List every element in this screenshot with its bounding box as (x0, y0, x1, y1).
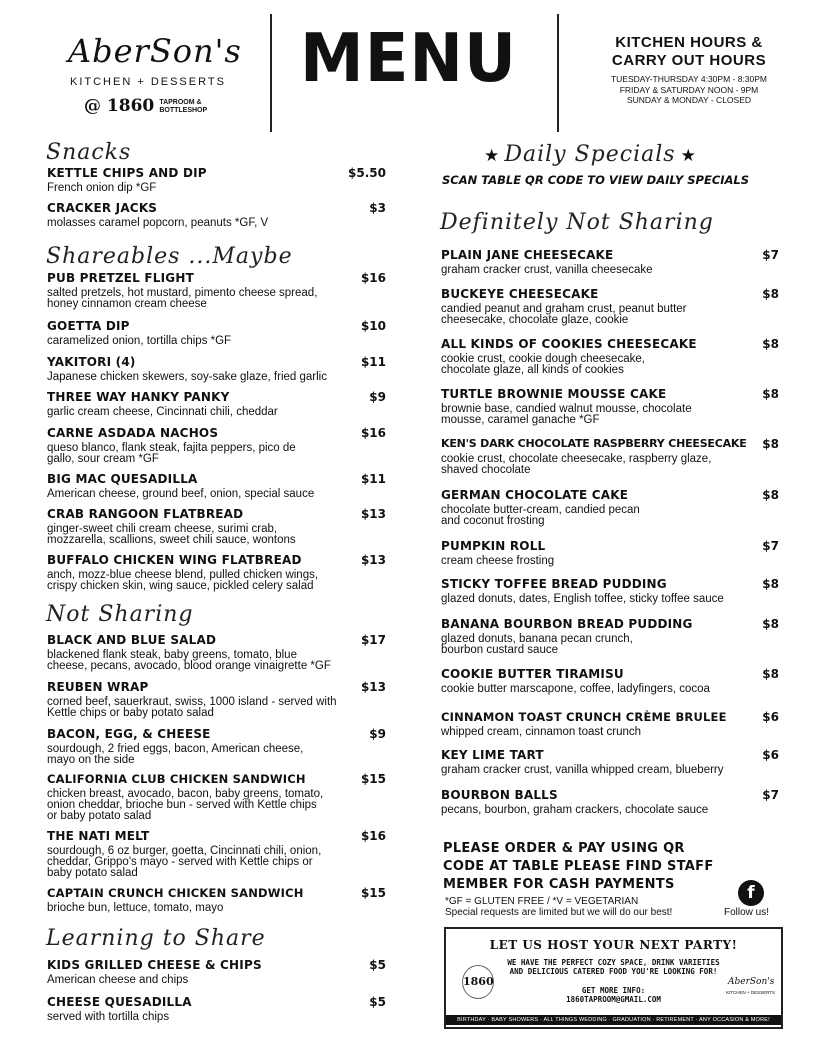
menu-item-description: pecans, bourbon, graham crackers, chocolate sauce (441, 804, 709, 816)
menu-item-description: chocolate butter-cream, candied pecan (441, 504, 640, 516)
menu-item-description: cookie crust, chocolate cheesecake, raspberry glaze, (441, 453, 712, 465)
menu-item-name: BACON, EGG, & CHEESE (47, 727, 211, 741)
menu-item-description: sourdough, 6 oz burger, goetta, Cincinnati chili, onion, (47, 845, 322, 857)
party-text: WE HAVE THE PERFECT COZY SPACE, DRINK VARIETIES AND DELICIOUS CATERED FOOD YOU'RE LOOKING FOR! (507, 958, 720, 976)
menu-item-description: mozzarella, scallions, sweet chili sauce, wontons (47, 534, 296, 546)
menu-item-price: $8 (762, 667, 779, 681)
facebook-icon[interactable]: f (738, 880, 764, 906)
menu-item-price: $7 (762, 788, 779, 802)
party-title: LET US HOST YOUR NEXT PARTY! (489, 938, 738, 952)
menu-item-name: KETTLE CHIPS AND DIP (47, 166, 207, 180)
menu-item-description: gallo, sour cream *GF (47, 453, 159, 465)
section-definitely-not-sharing: Definitely Not Sharing (440, 210, 714, 235)
menu-item-name: THREE WAY HANKY PANKY (47, 390, 230, 404)
menu-item-description: crispy chicken skin, wing sauce, pickled celery salad (47, 580, 314, 592)
gf-note: *GF = GLUTEN FREE / *V = VEGETARIAN (445, 896, 639, 907)
star-icon: ★ (484, 146, 500, 166)
header-divider-left (270, 14, 272, 132)
menu-item-name: CINNAMON TOAST CRUNCH CRÈME BRULEE (441, 710, 727, 724)
menu-item-description: whipped cream, cinnamon toast crunch (441, 726, 642, 738)
menu-item-price: $8 (762, 577, 779, 591)
menu-item-price: $11 (360, 472, 386, 486)
logo-venue (84, 96, 207, 116)
menu-item-name: BANANA BOURBON BREAD PUDDING (441, 617, 693, 631)
menu-item-price: $15 (360, 886, 386, 900)
menu-item-price: $17 (360, 633, 386, 647)
menu-item-name: BUCKEYE CHEESECAKE (441, 287, 599, 301)
menu-item-description: served with tortilla chips (47, 1011, 170, 1023)
menu-item-price: $8 (762, 337, 779, 351)
menu-item-description: brownie base, candied walnut mousse, chocolate (441, 403, 692, 415)
section-shareables: Shareables ...Maybe (46, 244, 293, 269)
menu-item-name: STICKY TOFFEE BREAD PUDDING (441, 577, 667, 591)
menu-item-description: glazed donuts, banana pecan crunch, (441, 633, 633, 645)
menu-item-description: mayo on the side (47, 754, 135, 766)
menu-item-name: PLAIN JANE CHEESECAKE (441, 248, 614, 262)
menu-item-name: BOURBON BALLS (441, 788, 558, 802)
menu-item-name: CRAB RANGOON FLATBREAD (47, 507, 244, 521)
menu-item-description: brioche bun, lettuce, tomato, mayo (47, 902, 224, 914)
menu-item-description: French onion dip *GF (47, 182, 157, 194)
menu-item-name: BIG MAC QUESADILLA (47, 472, 198, 486)
menu-item-name: YAKITORI (4) (47, 355, 136, 369)
hours-title: KITCHEN HOURS & CARRY OUT HOURS (611, 34, 767, 69)
special-requests-note: Special requests are limited but we will do our best! (445, 907, 673, 918)
menu-item-description: and coconut frosting (441, 515, 545, 527)
menu-item-price: $10 (360, 319, 386, 333)
menu-item-price: $16 (360, 829, 386, 843)
section-learning-to-share: Learning to Share (46, 926, 266, 951)
menu-item-description: anch, mozz-blue cheese blend, pulled chicken wings, (47, 569, 319, 581)
hours-line: FRIDAY & SATURDAY NOON - 9PM (619, 84, 759, 95)
party-occasions-bar: BIRTHDAY · BABY SHOWERS · ALL THINGS WEDDING · GRADUATION · RETIREMENT · ANY OCCASION & MORE! (446, 1015, 781, 1025)
menu-item-description: chocolate glaze, all kinds of cookies (441, 364, 624, 376)
party-contact: GET MORE INFO: 1860TAPROOM@GMAIL.COM (566, 986, 661, 1004)
logo-taproom: TAPROOM & BOTTLESHOP (159, 98, 208, 114)
menu-item-price: $6 (762, 710, 779, 724)
menu-item-price: $7 (762, 248, 779, 262)
menu-item-name: PUB PRETZEL FLIGHT (47, 271, 194, 285)
menu-item-price: $9 (369, 727, 386, 741)
menu-item-price: $5 (369, 995, 386, 1009)
menu-item-description: baby potato salad (47, 867, 138, 879)
menu-item-description: honey cinnamon cream cheese (47, 298, 207, 310)
logo-script: AberSon's (68, 32, 242, 70)
menu-item-price: $6 (762, 748, 779, 762)
menu-item-name: GERMAN CHOCOLATE CAKE (441, 488, 629, 502)
hours-line: TUESDAY-THURSDAY 4:30PM - 8:30PM (610, 74, 768, 84)
menu-item-price: $8 (762, 437, 779, 451)
menu-item-description: American cheese, ground beef, onion, special sauce (47, 488, 315, 500)
menu-item-description: graham cracker crust, vanilla cheesecake (441, 264, 653, 276)
menu-item-description: corned beef, sauerkraut, swiss, 1000 island - served with (47, 696, 337, 708)
menu-item-description: onion cheddar, brioche bun - served with Kettle chips (47, 799, 317, 811)
menu-item-description: candied peanut and graham crust, peanut butter (441, 303, 687, 315)
menu-item-description: salted pretzels, hot mustard, pimento cheese spread, (47, 287, 318, 299)
menu-item-price: $5 (369, 958, 386, 972)
header-divider-right (557, 14, 559, 132)
menu-item-price: $11 (360, 355, 386, 369)
menu-item-description: cookie crust, cookie dough cheesecake, (441, 353, 645, 365)
order-instructions: PLEASE ORDER & PAY USING QR CODE AT TABLE PLEASE FIND STAFF MEMBER FOR CASH PAYMENTS (443, 841, 714, 892)
logo-aberson-small: AberSon's (728, 977, 775, 987)
menu-item-description: blackened flank steak, baby greens, tomato, blue (47, 649, 297, 661)
hours-line: SUNDAY & MONDAY - CLOSED (626, 95, 752, 105)
menu-item-description: caramelized onion, tortilla chips *GF (47, 335, 232, 347)
menu-item-description: Kettle chips or baby potato salad (47, 707, 214, 719)
menu-item-description: bourbon custard sauce (441, 644, 558, 656)
menu-item-price: $8 (762, 488, 779, 502)
follow-us-label[interactable]: Follow us! (724, 907, 770, 918)
menu-item-name: CAPTAIN CRUNCH CHICKEN SANDWICH (47, 886, 304, 900)
menu-item-name: BUFFALO CHICKEN WING FLATBREAD (47, 553, 302, 567)
menu-item-name: KEN'S DARK CHOCOLATE RASPBERRY CHEESECAKE (441, 437, 747, 450)
menu-item-description: graham cracker crust, vanilla whipped cream, blueberry (441, 764, 724, 776)
menu-item-name: CRACKER JACKS (47, 201, 158, 215)
logo-aberson-sub-small: KITCHEN + DESSERTS (726, 990, 776, 995)
menu-item-price: $3 (369, 201, 386, 215)
menu-item-description: ginger-sweet chili cream cheese, surimi crab, (47, 523, 278, 535)
menu-item-name: REUBEN WRAP (47, 680, 149, 694)
menu-item-description: glazed donuts, dates, English toffee, sticky toffee sauce (441, 593, 724, 605)
menu-item-price: $8 (762, 287, 779, 301)
menu-item-description: cheddar, Grippo's mayo - served with Kettle chips or (47, 856, 313, 868)
star-icon: ★ (680, 146, 696, 166)
menu-item-description: molasses caramel popcorn, peanuts *GF, V (47, 217, 269, 229)
menu-item-description: chicken breast, avocado, bacon, baby greens, tomato, (47, 788, 324, 800)
logo-at-1860: @ 1860 (84, 96, 155, 116)
menu-item-price: $8 (762, 387, 779, 401)
party-promo (444, 927, 783, 1029)
menu-item-description: Japanese chicken skewers, soy-sake glaze, fried garlic (47, 371, 327, 383)
menu-item-name: KEY LIME TART (441, 748, 544, 762)
menu-item-description: cheese, pecans, avocado, blood orange vinaigrette *GF (47, 660, 331, 672)
menu-item-price: $7 (762, 539, 779, 553)
menu-item-price: $5.50 (348, 166, 386, 180)
menu-item-description: cream cheese frosting (441, 555, 555, 567)
menu-item-name: BLACK AND BLUE SALAD (47, 633, 217, 647)
menu-item-price: $13 (360, 553, 386, 567)
menu-item-description: or baby potato salad (47, 810, 152, 822)
menu-item-description: cheesecake, chocolate glaze, cookie (441, 314, 629, 326)
menu-item-description: American cheese and chips (47, 974, 189, 986)
menu-item-price: $16 (360, 426, 386, 440)
menu-item-name: KIDS GRILLED CHEESE & CHIPS (47, 958, 262, 972)
menu-item-name: THE NATI MELT (47, 829, 150, 843)
menu-item-price: $13 (360, 680, 386, 694)
daily-specials-heading (484, 142, 696, 167)
page-title: MENU (300, 20, 517, 98)
section-daily-specials: Daily Specials (504, 142, 676, 167)
logo-1860-badge: 1860 (462, 965, 494, 999)
menu-item-name: CARNE ASDADA NACHOS (47, 426, 219, 440)
section-snacks: Snacks (46, 140, 132, 165)
menu-item-name: ALL KINDS OF COOKIES CHEESECAKE (441, 337, 697, 351)
menu-item-description: sourdough, 2 fried eggs, bacon, American cheese, (47, 743, 304, 755)
daily-specials-note: SCAN TABLE QR CODE TO VIEW DAILY SPECIALS (442, 173, 750, 187)
menu-item-price: $9 (369, 390, 386, 404)
menu-item-name: CALIFORNIA CLUB CHICKEN SANDWICH (47, 772, 306, 786)
hours-list (585, 74, 793, 106)
menu-item-name: GOETTA DIP (47, 319, 130, 333)
menu-item-name: TURTLE BROWNIE MOUSSE CAKE (441, 387, 667, 401)
section-not-sharing: Not Sharing (46, 602, 194, 627)
menu-item-name: CHEESE QUESADILLA (47, 995, 192, 1009)
menu-item-description: shaved chocolate (441, 464, 531, 476)
menu-item-name: PUMPKIN ROLL (441, 539, 546, 553)
menu-item-description: mousse, caramel ganache *GF (441, 414, 600, 426)
menu-item-description: garlic cream cheese, Cincinnati chili, cheddar (47, 406, 278, 418)
menu-item-name: COOKIE BUTTER TIRAMISU (441, 667, 624, 681)
menu-item-description: queso blanco, flank steak, fajita peppers, pico de (47, 442, 296, 454)
menu-item-price: $8 (762, 617, 779, 631)
menu-item-price: $16 (360, 271, 386, 285)
menu-item-description: cookie butter marscapone, coffee, ladyfingers, cocoa (441, 683, 710, 695)
menu-item-price: $13 (360, 507, 386, 521)
logo-subtitle: KITCHEN + DESSERTS (70, 76, 226, 88)
menu-item-price: $15 (360, 772, 386, 786)
